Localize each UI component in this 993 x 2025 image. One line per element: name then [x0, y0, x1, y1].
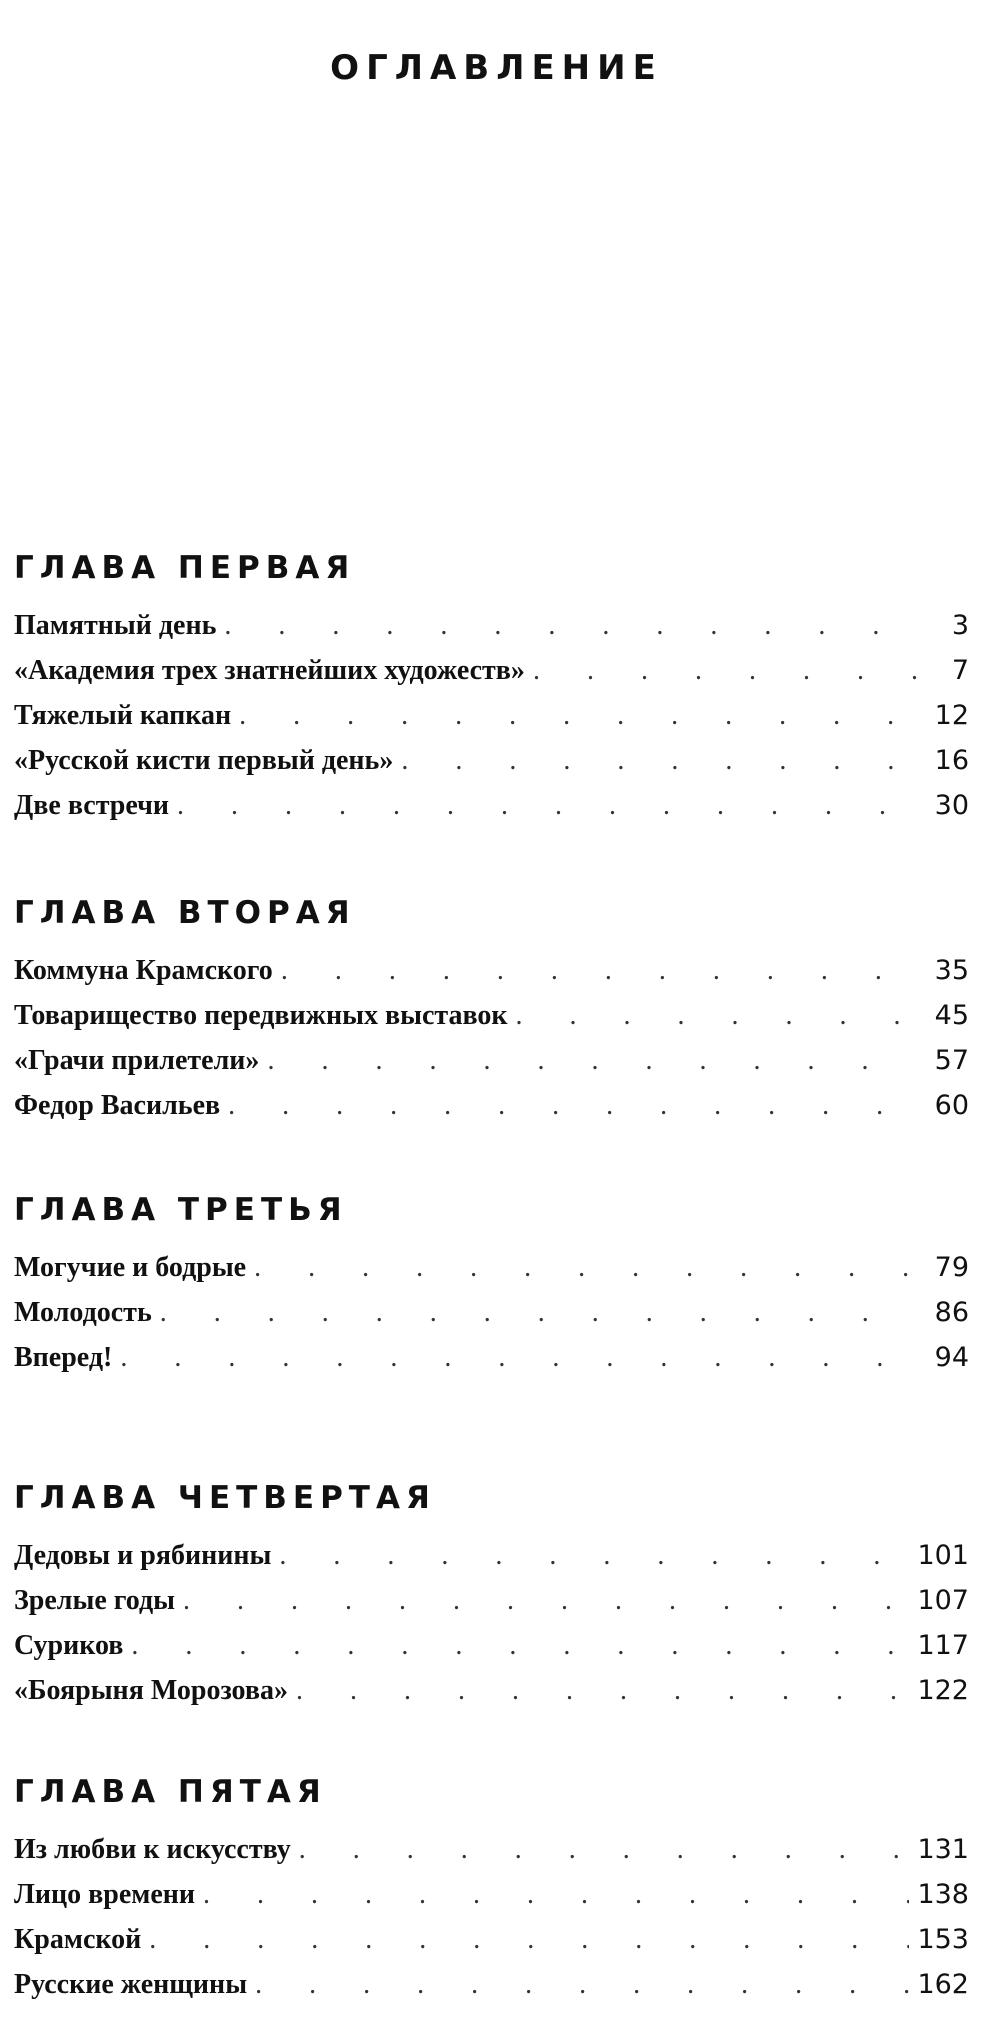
dot-leader [228, 1090, 917, 1122]
dot-leader [267, 1045, 917, 1077]
entry-title: Товарищество передвижных выставок [14, 1000, 508, 1031]
entry-title: Тяжелый капкан [14, 700, 232, 731]
chapter-heading: ГЛАВА ВТОРАЯ [14, 895, 356, 931]
toc-entry [14, 1834, 969, 1879]
entry-page: 138 [917, 1879, 969, 1910]
entry-page: 57 [934, 1045, 969, 1076]
entry-page: 131 [917, 1834, 969, 1865]
entry-title: Зрелые годы [14, 1585, 176, 1616]
dot-leader [149, 1924, 909, 1956]
toc-entry [14, 1090, 969, 1135]
entry-title: Памятный день [14, 610, 217, 641]
dot-leader [533, 655, 917, 687]
entry-title: Вперед! [14, 1342, 113, 1373]
entry-title: Федор Васильев [14, 1090, 221, 1121]
toc-entry [14, 955, 969, 1000]
entry-page: 35 [934, 955, 969, 986]
entry-page: 16 [934, 745, 969, 776]
entry-page: 117 [917, 1630, 969, 1661]
entry-page: 122 [917, 1675, 969, 1706]
toc-entry [14, 1045, 969, 1090]
dot-leader [516, 1000, 917, 1032]
entry-page: 107 [917, 1585, 969, 1616]
entry-page: 12 [934, 700, 969, 731]
entry-page: 101 [917, 1540, 969, 1571]
chapter-1 [14, 548, 969, 835]
toc-entry [14, 1675, 969, 1720]
toc-entry [14, 1924, 969, 1969]
entry-title: «Русской кисти первый день» [14, 745, 394, 776]
entry-page: 94 [934, 1342, 969, 1373]
entry-title: Русские женщины [14, 1969, 248, 2000]
entry-title: Две встречи [14, 790, 170, 821]
toc-entry [14, 610, 969, 655]
toc-entry [14, 1540, 969, 1585]
chapter-4 [14, 1478, 969, 1720]
toc-entry [14, 1630, 969, 1675]
dot-leader [255, 1969, 909, 2001]
entry-title: «Грачи прилетели» [14, 1045, 260, 1076]
toc-entry [14, 1297, 969, 1342]
entry-page: 153 [917, 1924, 969, 1955]
dot-leader [203, 1879, 909, 1911]
toc-entry [14, 1342, 969, 1387]
chapter-heading: ГЛАВА ЧЕТВЕРТАЯ [14, 1480, 436, 1516]
dot-leader [401, 745, 917, 777]
toc-entry [14, 1252, 969, 1297]
dot-leader [239, 700, 917, 732]
page-title: ОГЛАВЛЕНИЕ [330, 48, 663, 88]
toc-entry [14, 1969, 969, 2014]
entry-page: 45 [934, 1000, 969, 1031]
dot-leader [120, 1342, 917, 1374]
entry-title: Могучие и бодрые [14, 1252, 247, 1283]
chapter-5 [14, 1772, 969, 2014]
entry-page: 60 [934, 1090, 969, 1121]
entry-page: 3 [951, 610, 969, 641]
entry-title: Молодость [14, 1297, 152, 1328]
entry-title: «Боярыня Морозова» [14, 1675, 288, 1706]
entry-page: 86 [934, 1297, 969, 1328]
entry-page: 7 [951, 655, 969, 686]
dot-leader [279, 1540, 909, 1572]
chapter-heading: ГЛАВА ПЕРВАЯ [14, 550, 356, 586]
dot-leader [224, 610, 917, 642]
entry-title: Лицо времени [14, 1879, 196, 1910]
entry-title: Коммуна Крамского [14, 955, 273, 986]
entry-page: 162 [917, 1969, 969, 2000]
chapter-2 [14, 893, 969, 1135]
dot-leader [296, 1675, 909, 1707]
dot-leader [299, 1834, 910, 1866]
toc-entry [14, 655, 969, 700]
dot-leader [183, 1585, 909, 1617]
toc-entry [14, 1879, 969, 1924]
chapter-heading: ГЛАВА ПЯТАЯ [14, 1774, 327, 1810]
toc-entry [14, 1000, 969, 1045]
chapter-3 [14, 1190, 969, 1387]
chapter-heading: ГЛАВА ТРЕТЬЯ [14, 1192, 348, 1228]
entry-title: Крамской [14, 1924, 142, 1955]
entry-title: Дедовы и рябинины [14, 1540, 272, 1571]
entry-page: 79 [934, 1252, 969, 1283]
toc-entry [14, 700, 969, 745]
dot-leader [254, 1252, 917, 1284]
toc-entry [14, 790, 969, 835]
dot-leader [281, 955, 917, 987]
entry-title: Из любви к искусству [14, 1834, 291, 1865]
entry-page: 30 [934, 790, 969, 821]
dot-leader [131, 1630, 909, 1662]
entry-title: «Академия трех знатнейших художеств» [14, 655, 525, 686]
toc-entry [14, 745, 969, 790]
entry-title: Суриков [14, 1630, 124, 1661]
dot-leader [160, 1297, 917, 1329]
dot-leader [177, 790, 917, 822]
toc-entry [14, 1585, 969, 1630]
